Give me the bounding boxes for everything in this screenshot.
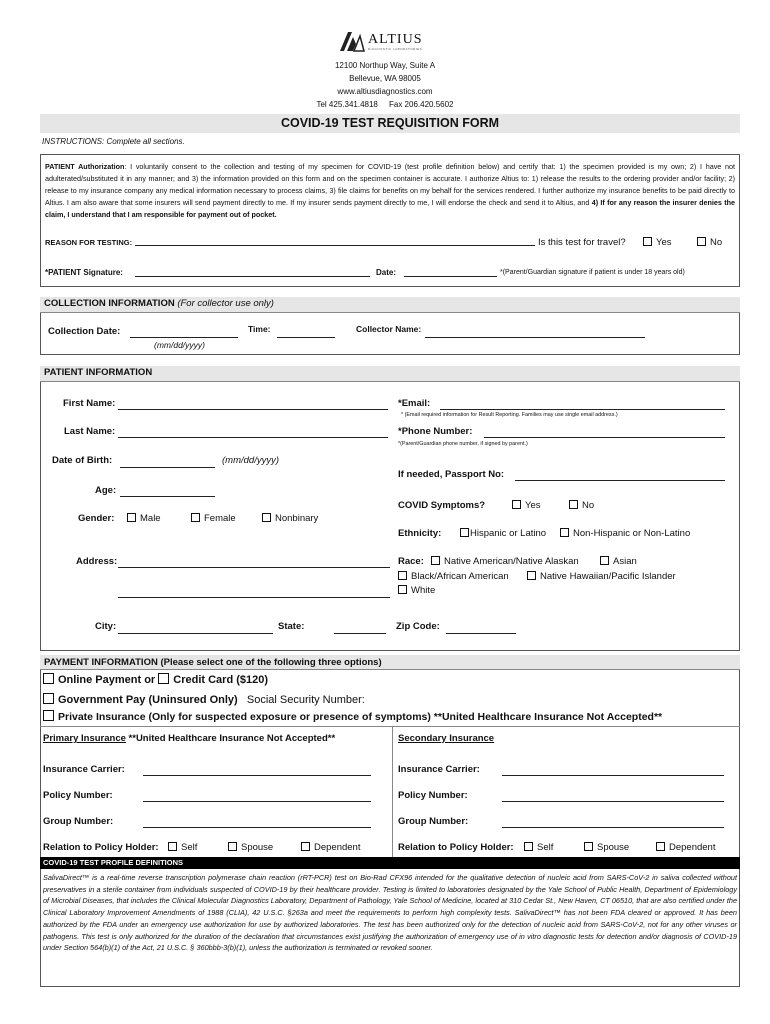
checkbox-icon[interactable] <box>398 585 407 594</box>
race-white[interactable] <box>398 585 435 596</box>
payment-private-label: Private Insurance (Only for suspected exposure or presence of symptoms) **United Healthcare Insurance Not Accepted** <box>58 711 663 723</box>
ethnicity-hispanic[interactable] <box>460 528 546 539</box>
signature-label: *PATIENT Signature: <box>45 268 123 277</box>
symptoms-no[interactable] <box>569 500 594 511</box>
collector-name-input[interactable] <box>425 337 645 338</box>
phone: Tel 425.341.4818 <box>316 100 378 109</box>
address-input-2[interactable] <box>118 597 390 598</box>
primary-carrier-input[interactable] <box>143 775 371 776</box>
collector-name-label: Collector Name: <box>356 324 422 334</box>
secondary-carrier-input[interactable] <box>502 775 724 776</box>
primary-group-label: Group Number: <box>43 816 114 827</box>
phone-fax <box>235 98 535 111</box>
city-label: City: <box>95 621 117 632</box>
time-input[interactable] <box>277 337 335 338</box>
sign-date-input[interactable] <box>404 276 497 277</box>
email-input[interactable] <box>440 409 725 410</box>
primary-policy-label: Policy Number: <box>43 790 113 801</box>
website: www.altiusdiagnostics.com <box>337 87 433 96</box>
race-asian-label: Asian <box>613 556 637 567</box>
ssn-label: Social Security Number: <box>246 694 365 706</box>
guardian-note: *(Parent/Guardian signature if patient is under 18 years old) <box>500 269 685 276</box>
email-label: *Email: <box>398 398 431 409</box>
gender-label: Gender: <box>78 513 115 524</box>
primary-relation-dependent[interactable] <box>301 842 360 853</box>
checkbox-icon[interactable] <box>262 513 271 522</box>
reason-label: REASON FOR TESTING: <box>45 238 133 247</box>
authorization-text <box>45 161 735 221</box>
payment-online[interactable] <box>43 673 268 686</box>
checkbox-icon[interactable] <box>524 842 533 851</box>
phone-note: *(Parent/Guardian phone number, if signed by parent.) <box>398 441 528 447</box>
signature-input[interactable] <box>135 276 370 277</box>
age-input[interactable] <box>120 496 215 497</box>
symptoms-no-label: No <box>582 500 595 511</box>
authorization-bold: 4) If for any reason the insurer denies the claim, I understand that I am responsible for payment out of pocket. <box>45 198 735 219</box>
authorization-body: : I voluntarily consent to the collection and testing of my specimen for COVID-19 (test profile definition below) and certify that: 1) the specimen provided is my own; 2) I have not adulterated/substituted it in any manner; and 3) the information provided on this form and on the specimen container is accurate. I authorize Altius to: 1) release the results to the ordering provider and/or facility; 2) release to my insurance company any medical information necessary to process claims, 3) file claims for benefits on my behalf for the services rendered. I further authorize my insurance benefits to be paid directly to Altius. I am also aware that some insurers will send payment directly to me. If my insurer sends payment directly to me, I will endorse the check and send it to Altius, and <box>45 162 735 207</box>
checkbox-icon[interactable] <box>431 556 440 565</box>
checkbox-icon[interactable] <box>43 673 54 684</box>
checkbox-icon[interactable] <box>127 513 136 522</box>
travel-yes-label: Yes <box>656 237 672 248</box>
checkbox-icon[interactable] <box>560 528 569 537</box>
race-hawaiian[interactable] <box>527 571 676 582</box>
secondary-policy-label: Policy Number: <box>398 790 468 801</box>
time-label: Time: <box>248 324 271 334</box>
primary-insurance-title <box>43 733 335 744</box>
checkbox-icon[interactable] <box>43 710 54 721</box>
ethnicity-hispanic-label: Hispanic or Latino <box>470 528 547 539</box>
secondary-dependent-label: Dependent <box>669 842 716 853</box>
secondary-group-input[interactable] <box>502 827 724 828</box>
checkbox-icon[interactable] <box>697 237 706 246</box>
fax: Fax 206.420.5602 <box>389 100 454 109</box>
payment-government[interactable] <box>43 693 365 706</box>
race-white-label: White <box>411 585 436 596</box>
symptoms-yes[interactable] <box>512 500 541 511</box>
first-name-label: First Name: <box>63 398 116 409</box>
age-label: Age: <box>95 485 117 496</box>
state-label: State: <box>278 621 305 632</box>
checkbox-icon[interactable] <box>43 693 54 704</box>
instructions: INSTRUCTIONS: Complete all sections. <box>42 137 185 146</box>
secondary-relation-dependent[interactable] <box>656 842 715 853</box>
primary-relation-self[interactable] <box>168 842 197 853</box>
authorization-label: PATIENT Authorization <box>45 162 125 171</box>
primary-relation-label: Relation to Policy Holder: <box>43 842 159 853</box>
payment-credit-label: Credit Card ($120) <box>173 674 269 686</box>
checkbox-icon[interactable] <box>569 500 578 509</box>
race-black-label: Black/African American <box>411 571 509 582</box>
secondary-policy-input[interactable] <box>502 801 724 802</box>
symptoms-yes-label: Yes <box>525 500 541 511</box>
checkbox-icon[interactable] <box>228 842 237 851</box>
travel-yes[interactable] <box>643 237 672 248</box>
checkbox-icon[interactable] <box>512 500 521 509</box>
secondary-relation-self[interactable] <box>524 842 553 853</box>
race-native-label: Native American/Native Alaskan <box>444 556 579 567</box>
race-black[interactable] <box>398 571 509 582</box>
logo-subtext: DIAGNOSTIC LABORATORIES <box>368 47 423 51</box>
profile-text: SalivaDirect™ is a real-time reverse transcription polymerase chain reaction (rRT-PCR) test on Bio-Rad CFX96 intended for the qualitative detection of nucleic acid from SARS-CoV-2 in saliva collected without preservatives in a sterile container from individuals suspected of COVID-19 by their healthcare provider. Testing is limited to laboratories designated by the Yale School of Public Health, Department of Epidemiology of Microbial Diseases, that includes the Clinical Molecular Diagnostics Laboratory, Department of Pathology, Yale School of Medicine, located at 310 Cedar St., New Haven, CT 06510, that are also certified under the Clinical Laboratory Improvement Amendments of 1988 (CLIA), 42 U.S.C. §263a and meet the requirements to perform high complexity tests. SalivaDirect™ has not been FDA cleared or approved. It has been authorized by the FDA under an emergency use authorization for use by authorized laboratories. The test has been authorized only for the detection of nucleic acid from SARS-CoV-2, not for any other viruses or pathogens. This test is only authorized for the duration of the declaration that circumstances exist justifying the authorization of emergency use of in vitro diagnostic tests for detection and/or diagnosis of COVID-19 under Section 564(b)(1) of the Act, 21 U.S.C. § 360bbb-3(b)(1), unless the authorization is terminated or revoked sooner. <box>43 873 737 953</box>
logo-text: ALTIUS <box>368 32 423 47</box>
collection-header-note: (For collector use only) <box>177 298 274 309</box>
primary-dependent-label: Dependent <box>314 842 361 853</box>
collection-header <box>40 297 740 313</box>
gender-male[interactable] <box>127 513 161 524</box>
passport-input[interactable] <box>515 480 725 481</box>
checkbox-icon[interactable] <box>527 571 536 580</box>
checkbox-icon[interactable] <box>460 528 469 537</box>
address-label: Address: <box>76 556 118 567</box>
ethnicity-non-hispanic-label: Non-Hispanic or Non-Latino <box>573 528 691 539</box>
secondary-group-label: Group Number: <box>398 816 469 827</box>
patient-header: PATIENT INFORMATION <box>40 366 740 382</box>
email-note: * (Email required information for Result Reporting. Families may use single email address.) <box>401 412 618 418</box>
address-line-2: Bellevue, WA 98005 <box>349 74 421 83</box>
race-native[interactable] <box>431 556 579 567</box>
profile-header: COVID-19 TEST PROFILE DEFINITIONS <box>40 857 740 869</box>
travel-no-label: No <box>710 237 723 248</box>
insurance-divider <box>40 726 740 727</box>
primary-insurance-label: Primary Insurance <box>43 733 126 744</box>
address-input-1[interactable] <box>118 567 390 568</box>
phone-input[interactable] <box>484 437 725 438</box>
secondary-insurance-title: Secondary Insurance <box>398 733 495 744</box>
primary-relation-spouse[interactable] <box>228 842 273 853</box>
checkbox-icon[interactable] <box>584 842 593 851</box>
secondary-self-label: Self <box>537 842 554 853</box>
payment-private[interactable] <box>43 710 662 723</box>
primary-carrier-label: Insurance Carrier: <box>43 764 125 775</box>
checkbox-icon[interactable] <box>301 842 310 851</box>
race-asian[interactable] <box>600 556 637 567</box>
last-name-label: Last Name: <box>64 426 116 437</box>
address-line-1: 12100 Northup Way, Suite A <box>334 61 436 70</box>
zip-input[interactable] <box>446 633 516 634</box>
form-title: COVID-19 TEST REQUISITION FORM <box>40 114 740 133</box>
insurance-column-divider <box>392 726 393 858</box>
secondary-relation-spouse[interactable] <box>584 842 629 853</box>
checkbox-icon[interactable] <box>656 842 665 851</box>
first-name-input[interactable] <box>118 409 388 410</box>
payment-government-label: Government Pay (Uninsured Only) <box>58 694 238 706</box>
checkbox-icon[interactable] <box>191 513 200 522</box>
passport-label: If needed, Passport No: <box>398 469 505 480</box>
gender-female[interactable] <box>191 513 236 524</box>
address-block <box>235 59 535 111</box>
travel-no[interactable] <box>697 237 722 248</box>
checkbox-icon[interactable] <box>158 673 169 684</box>
ethnicity-non-hispanic[interactable] <box>560 528 690 539</box>
checkbox-icon[interactable] <box>600 556 609 565</box>
collection-header-text: COLLECTION INFORMATION <box>44 298 175 309</box>
race-hawaiian-label: Native Hawaiian/Pacific Islander <box>540 571 676 582</box>
gender-nonbinary-label: Nonbinary <box>275 513 319 524</box>
zip-label: Zip Code: <box>396 621 440 632</box>
collection-date-label: Collection Date: <box>48 326 121 337</box>
symptoms-label: COVID Symptoms? <box>398 500 486 511</box>
reason-input[interactable] <box>135 245 535 246</box>
primary-group-input[interactable] <box>143 827 371 828</box>
primary-self-label: Self <box>181 842 198 853</box>
secondary-spouse-label: Spouse <box>597 842 630 853</box>
secondary-relation-label: Relation to Policy Holder: <box>398 842 514 853</box>
checkbox-icon[interactable] <box>643 237 652 246</box>
travel-question: Is this test for travel? <box>538 237 626 248</box>
checkbox-icon[interactable] <box>398 571 407 580</box>
collection-date-format: (mm/dd/yyyy) <box>154 340 205 350</box>
gender-female-label: Female <box>204 513 236 524</box>
city-input[interactable] <box>118 633 273 634</box>
altius-logo-icon <box>338 30 366 52</box>
dob-input[interactable] <box>120 467 215 468</box>
gender-male-label: Male <box>140 513 161 524</box>
dob-label: Date of Birth: <box>52 455 113 466</box>
phone-label: *Phone Number: <box>398 426 473 437</box>
primary-policy-input[interactable] <box>143 801 371 802</box>
state-input[interactable] <box>334 633 386 634</box>
payment-header: PAYMENT INFORMATION (Please select one of the following three options) <box>40 655 740 670</box>
checkbox-icon[interactable] <box>168 842 177 851</box>
dob-format: (mm/dd/yyyy) <box>222 455 279 466</box>
gender-nonbinary[interactable] <box>262 513 318 524</box>
sign-date-label: Date: <box>376 268 397 277</box>
logo <box>338 30 438 52</box>
payment-online-label: Online Payment or <box>58 674 156 686</box>
secondary-carrier-label: Insurance Carrier: <box>398 764 480 775</box>
ethnicity-label: Ethnicity: <box>398 528 442 539</box>
last-name-input[interactable] <box>118 437 388 438</box>
primary-insurance-note: **United Healthcare Insurance Not Accepted** <box>128 733 336 744</box>
race-label: Race: <box>398 556 424 567</box>
primary-spouse-label: Spouse <box>241 842 274 853</box>
collection-date-input[interactable] <box>130 337 238 338</box>
